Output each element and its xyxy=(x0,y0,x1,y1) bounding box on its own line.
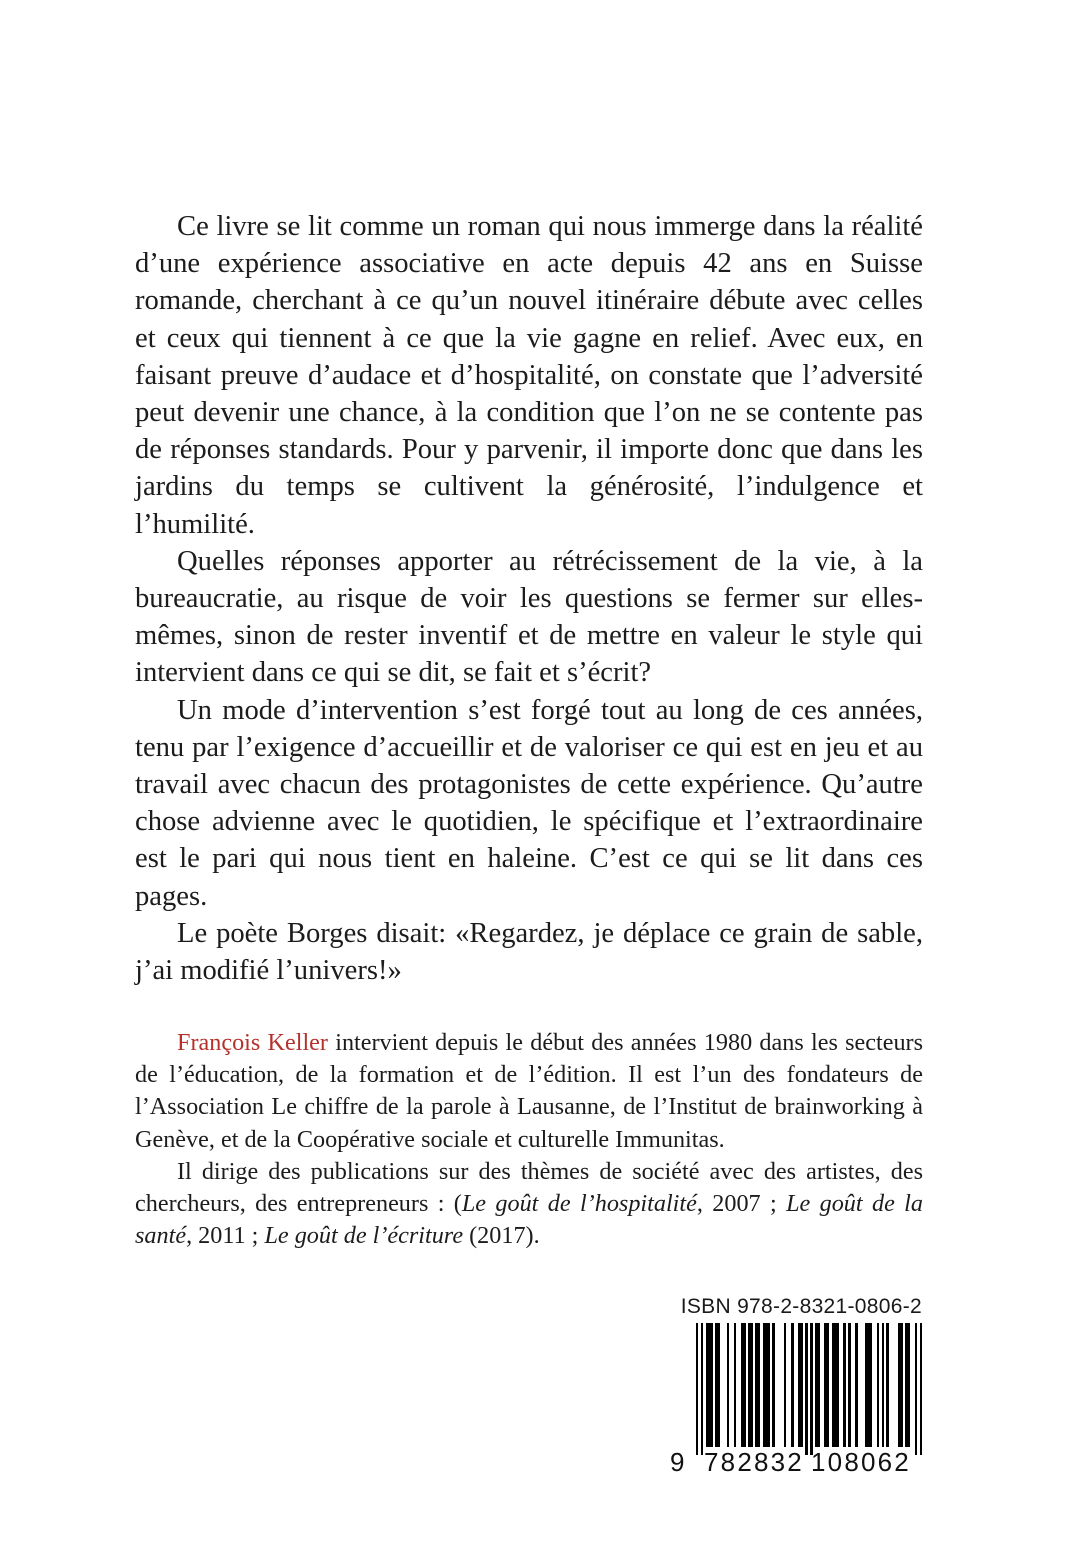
isbn-label: ISBN 978-2-8321-0806-2 xyxy=(680,1295,922,1318)
barcode-digits-left: 782832 xyxy=(704,1447,804,1477)
barcode-bar xyxy=(886,1323,888,1447)
book-title-hospitalite: Le goût de l’hospitalité xyxy=(461,1190,697,1218)
barcode-bar xyxy=(791,1323,793,1447)
barcode-digit-first: 9 xyxy=(670,1447,685,1477)
bio-paragraph-2-intro: Il dirige des publications sur des thèmes de société avec des artistes, des chercheurs, des entrepreneurs : ( xyxy=(135,1157,923,1218)
book-year-2007: , 2007 ; xyxy=(696,1190,787,1218)
barcode-bars xyxy=(696,1323,922,1455)
bio-paragraph-2 xyxy=(135,1156,923,1253)
barcode-bar xyxy=(798,1323,803,1447)
barcode-bar xyxy=(784,1323,786,1447)
barcode-bar xyxy=(741,1323,746,1447)
barcode-bar xyxy=(810,1323,812,1455)
barcode-bar xyxy=(763,1323,770,1447)
barcode-bar xyxy=(865,1323,872,1447)
barcode-bar xyxy=(734,1323,736,1447)
barcode-bar xyxy=(701,1323,703,1455)
barcode-bar xyxy=(898,1323,903,1447)
book-title-ecriture: Le goût de l’écriture xyxy=(264,1222,464,1250)
barcode-bar xyxy=(815,1323,820,1447)
barcode-bar xyxy=(706,1323,713,1447)
barcode-bar xyxy=(727,1323,729,1447)
barcode-digits xyxy=(670,1447,922,1477)
barcode-bar xyxy=(696,1323,698,1455)
barcode-bar xyxy=(824,1323,829,1447)
barcode-bar xyxy=(855,1323,857,1447)
book-title-sante: Le goût de la santé xyxy=(135,1190,923,1250)
blurb-text xyxy=(135,208,923,989)
barcode-bar xyxy=(848,1323,850,1447)
barcode-bar xyxy=(755,1323,760,1447)
bio-paragraph-1 xyxy=(135,1027,923,1156)
isbn-barcode xyxy=(670,1295,922,1477)
book-year-2011: , 2011 ; xyxy=(186,1222,265,1250)
author-name: François Keller xyxy=(177,1029,328,1056)
author-bio xyxy=(135,1027,923,1252)
barcode-bar xyxy=(805,1323,807,1455)
blurb-paragraph-3: Un mode d’intervention s’est forgé tout au long de ces années, tenu par l’exigence d’accueillir et de valoriser ce qui est en jeu et au travail avec chacun des protagonistes de cette expérience. Qu’autre chose advienne avec le quotidien, le spécifique et l’extraordinaire est le pari qui nous tient en haleine. C’est ce qui se lit dans ces pages. xyxy=(135,694,923,912)
barcode-bar xyxy=(832,1323,839,1447)
blurb-paragraph-1: Ce livre se lit comme un roman qui nous immerge dans la réalité d’une expérience associative en acte depuis 42 ans en Suisse romande, cherchant à ce qu’un nouvel itinéraire débute avec celles et ceux qui tiennent à ce que la vie gagne en relief. Avec eux, en faisant preuve d’audace et d’hospitalité, on constate que l’adversité peut devenir une chance, à la condition que l’on ne se contente pas de réponses standards. Pour y parvenir, il importe donc que dans les jardins du temps se cultivent la générosité, l’indulgence et l’humilité. xyxy=(135,211,923,540)
barcode-bar xyxy=(920,1323,922,1455)
barcode-bar xyxy=(877,1323,879,1447)
barcode-digits-right: 108062 xyxy=(811,1447,911,1477)
barcode-bar xyxy=(882,1323,884,1447)
bio-paragraph-1-text: intervient depuis le début des années 1980 dans les secteurs de l’éducation, de la formation et de l’édition. Il est l’un des fondateurs de l’Association Le chiffre de la parole à Lausanne, de l’Institut de brainworking à Genève, et de la Coopérative sociale et culturelle Immunitas. xyxy=(135,1029,924,1153)
barcode-bar xyxy=(772,1323,774,1447)
barcode-bar xyxy=(715,1323,720,1447)
barcode-bar xyxy=(748,1323,753,1447)
blurb-paragraph-4: Le poète Borges disait: «Regardez, je déplace ce grain de sable, j’ai modifié l’univers!» xyxy=(135,917,923,987)
blurb-paragraph-2: Quelles réponses apporter au rétrécissement de la vie, à la bureaucratie, au risque de voir les questions se fermer sur elles-mêmes, sinon de rester inventif et de mettre en valeur le style qui intervient dans ce qui se dit, se fait et s’écrit? xyxy=(135,545,923,689)
barcode-bar xyxy=(843,1323,845,1447)
barcode-bar xyxy=(905,1323,910,1447)
barcode-bar xyxy=(915,1323,917,1455)
book-year-2017: (2017). xyxy=(463,1222,540,1250)
